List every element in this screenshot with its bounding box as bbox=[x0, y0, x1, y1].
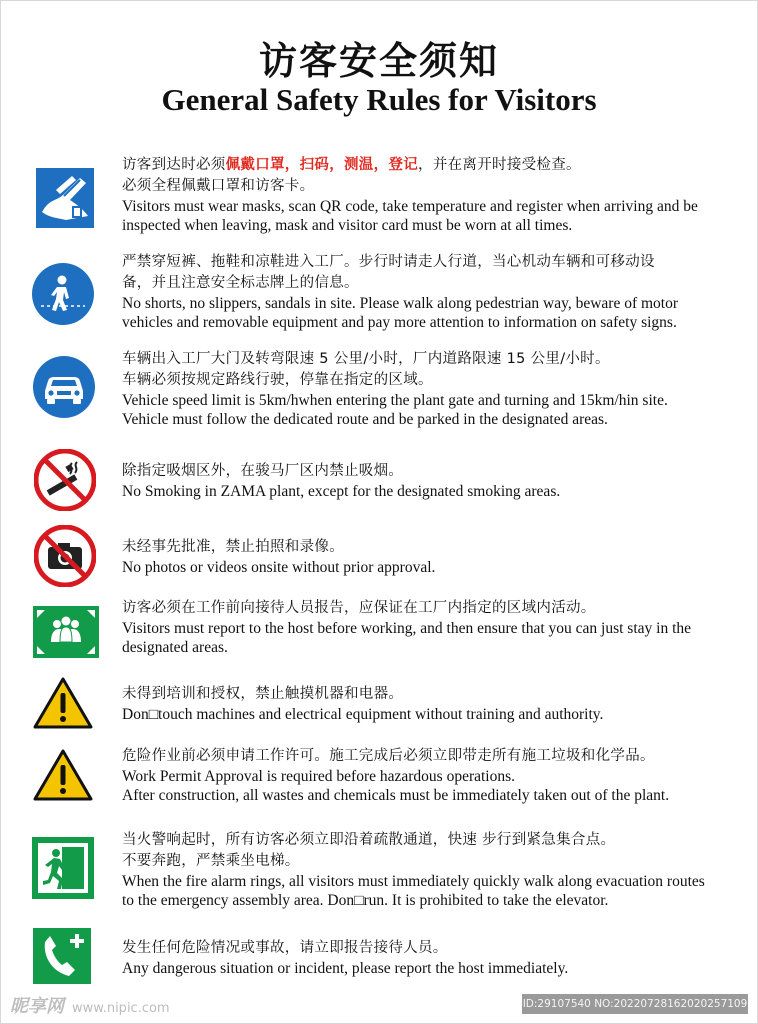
rule-zh-line: 访客到达时必须佩戴口罩，扫码，测温，登记，并在离开时接受检查。 bbox=[122, 157, 581, 173]
rule-zh-line: 未得到培训和授权，禁止触摸机器和电器。 bbox=[122, 686, 404, 702]
rule-en-line: Work Permit Approval is required before hazardous operations. bbox=[122, 768, 516, 785]
rule-en-line: No shorts, no slippers, sandals in site. Please walk along pedestrian way, beware of motor bbox=[122, 295, 679, 312]
highlight-text: 佩戴口罩，扫码，测温，登记 bbox=[225, 157, 419, 173]
rule-en-line: No photos or videos onsite without prior approval. bbox=[122, 559, 436, 576]
rule-zh-line: 除指定吸烟区外，在骏马厂区内禁止吸烟。 bbox=[122, 463, 404, 479]
emergency-phone-icon bbox=[33, 928, 91, 984]
rule-en-line: to the emergency assembly area. Don□run. It is prohibited to take the elevator. bbox=[122, 892, 609, 909]
warning-icon bbox=[32, 748, 94, 802]
rule-en-line: vehicles and removable equipment and pay more attention to information on safety signs. bbox=[122, 314, 677, 331]
rule-zh-line: 车辆出入工厂大门及转弯限速 5 公里/小时，厂内道路限速 15 公里/小时。 bbox=[122, 351, 610, 367]
no-smoking-icon bbox=[34, 449, 96, 511]
rule-zh-line: 危险作业前必须申请工作许可。施工完成后必须立即带走所有施工垃圾和化学品。 bbox=[122, 748, 655, 764]
rule-zh-line: 车辆必须按规定路线行驶，停靠在指定的区域。 bbox=[122, 372, 433, 388]
rule-en-line: designated areas. bbox=[122, 639, 228, 656]
rule-en-line: Vehicle must follow the dedicated route and be parked in the designated areas. bbox=[122, 411, 608, 428]
rule-zh-line: 访客必须在工作前向接待人员报告，应保证在工厂内指定的区域内活动。 bbox=[122, 600, 596, 616]
rule-en-line: Visitors must wear masks, scan QR code, take temperature and register when arriving and be bbox=[122, 198, 698, 215]
assembly-point-icon bbox=[33, 606, 99, 658]
car-icon bbox=[32, 355, 96, 419]
rule-zh-line: 备，并且注意安全标志牌上的信息。 bbox=[122, 275, 359, 291]
rule-en-line: After construction, all wastes and chemicals must be immediately taken out of the plant. bbox=[122, 787, 670, 804]
rule-zh-line: 必须全程佩戴口罩和访客卡。 bbox=[122, 178, 315, 194]
rule-zh-line: 不要奔跑，严禁乘坐电梯。 bbox=[122, 853, 300, 869]
rule-en-line: Any dangerous situation or incident, please report the host immediately. bbox=[122, 960, 569, 977]
page-title-zh: 访客安全须知 bbox=[258, 39, 499, 83]
rule-zh-line: 未经事先批准，禁止拍照和录像。 bbox=[122, 539, 344, 555]
rule-en-line: No Smoking in ZAMA plant, except for the designated smoking areas. bbox=[122, 483, 561, 500]
page-title-en: General Safety Rules for Visitors bbox=[161, 82, 597, 117]
rule-en-line: Don□touch machines and electrical equipment without training and authority. bbox=[122, 706, 604, 723]
rule-zh-line: 当火警响起时，所有访客必须立即沿着疏散通道，快速 步行到紧急集合点。 bbox=[122, 832, 616, 848]
image-id-label: ID:29107540 NO:20220728162020257109 bbox=[522, 994, 748, 1014]
rule-zh-line: 严禁穿短裤、拖鞋和凉鞋进入工厂。步行时请走人行道，当心机动车辆和可移动设 bbox=[122, 254, 655, 270]
watermark: 昵享网 www.nipic.com bbox=[10, 996, 170, 1017]
mask-registration-icon bbox=[36, 168, 94, 228]
rule-en-line: inspected when leaving, mask and visitor card must be worn at all times. bbox=[122, 217, 573, 234]
warning-icon bbox=[32, 676, 94, 730]
pedestrian-walkway-icon bbox=[31, 262, 95, 326]
rule-en-line: Visitors must report to the host before working, and then ensure that you can just stay in the bbox=[122, 620, 692, 637]
rule-zh-line: 发生任何危险情况或事故，请立即报告接待人员。 bbox=[122, 940, 448, 956]
rule-en-line: When the fire alarm rings, all visitors must immediately quickly walk along evacuation routes bbox=[122, 873, 705, 890]
no-camera-icon bbox=[34, 525, 96, 587]
emergency-exit-icon bbox=[32, 837, 94, 899]
rule-en-line: Vehicle speed limit is 5km/hwhen entering the plant gate and turning and 15km/hin site. bbox=[122, 392, 668, 409]
